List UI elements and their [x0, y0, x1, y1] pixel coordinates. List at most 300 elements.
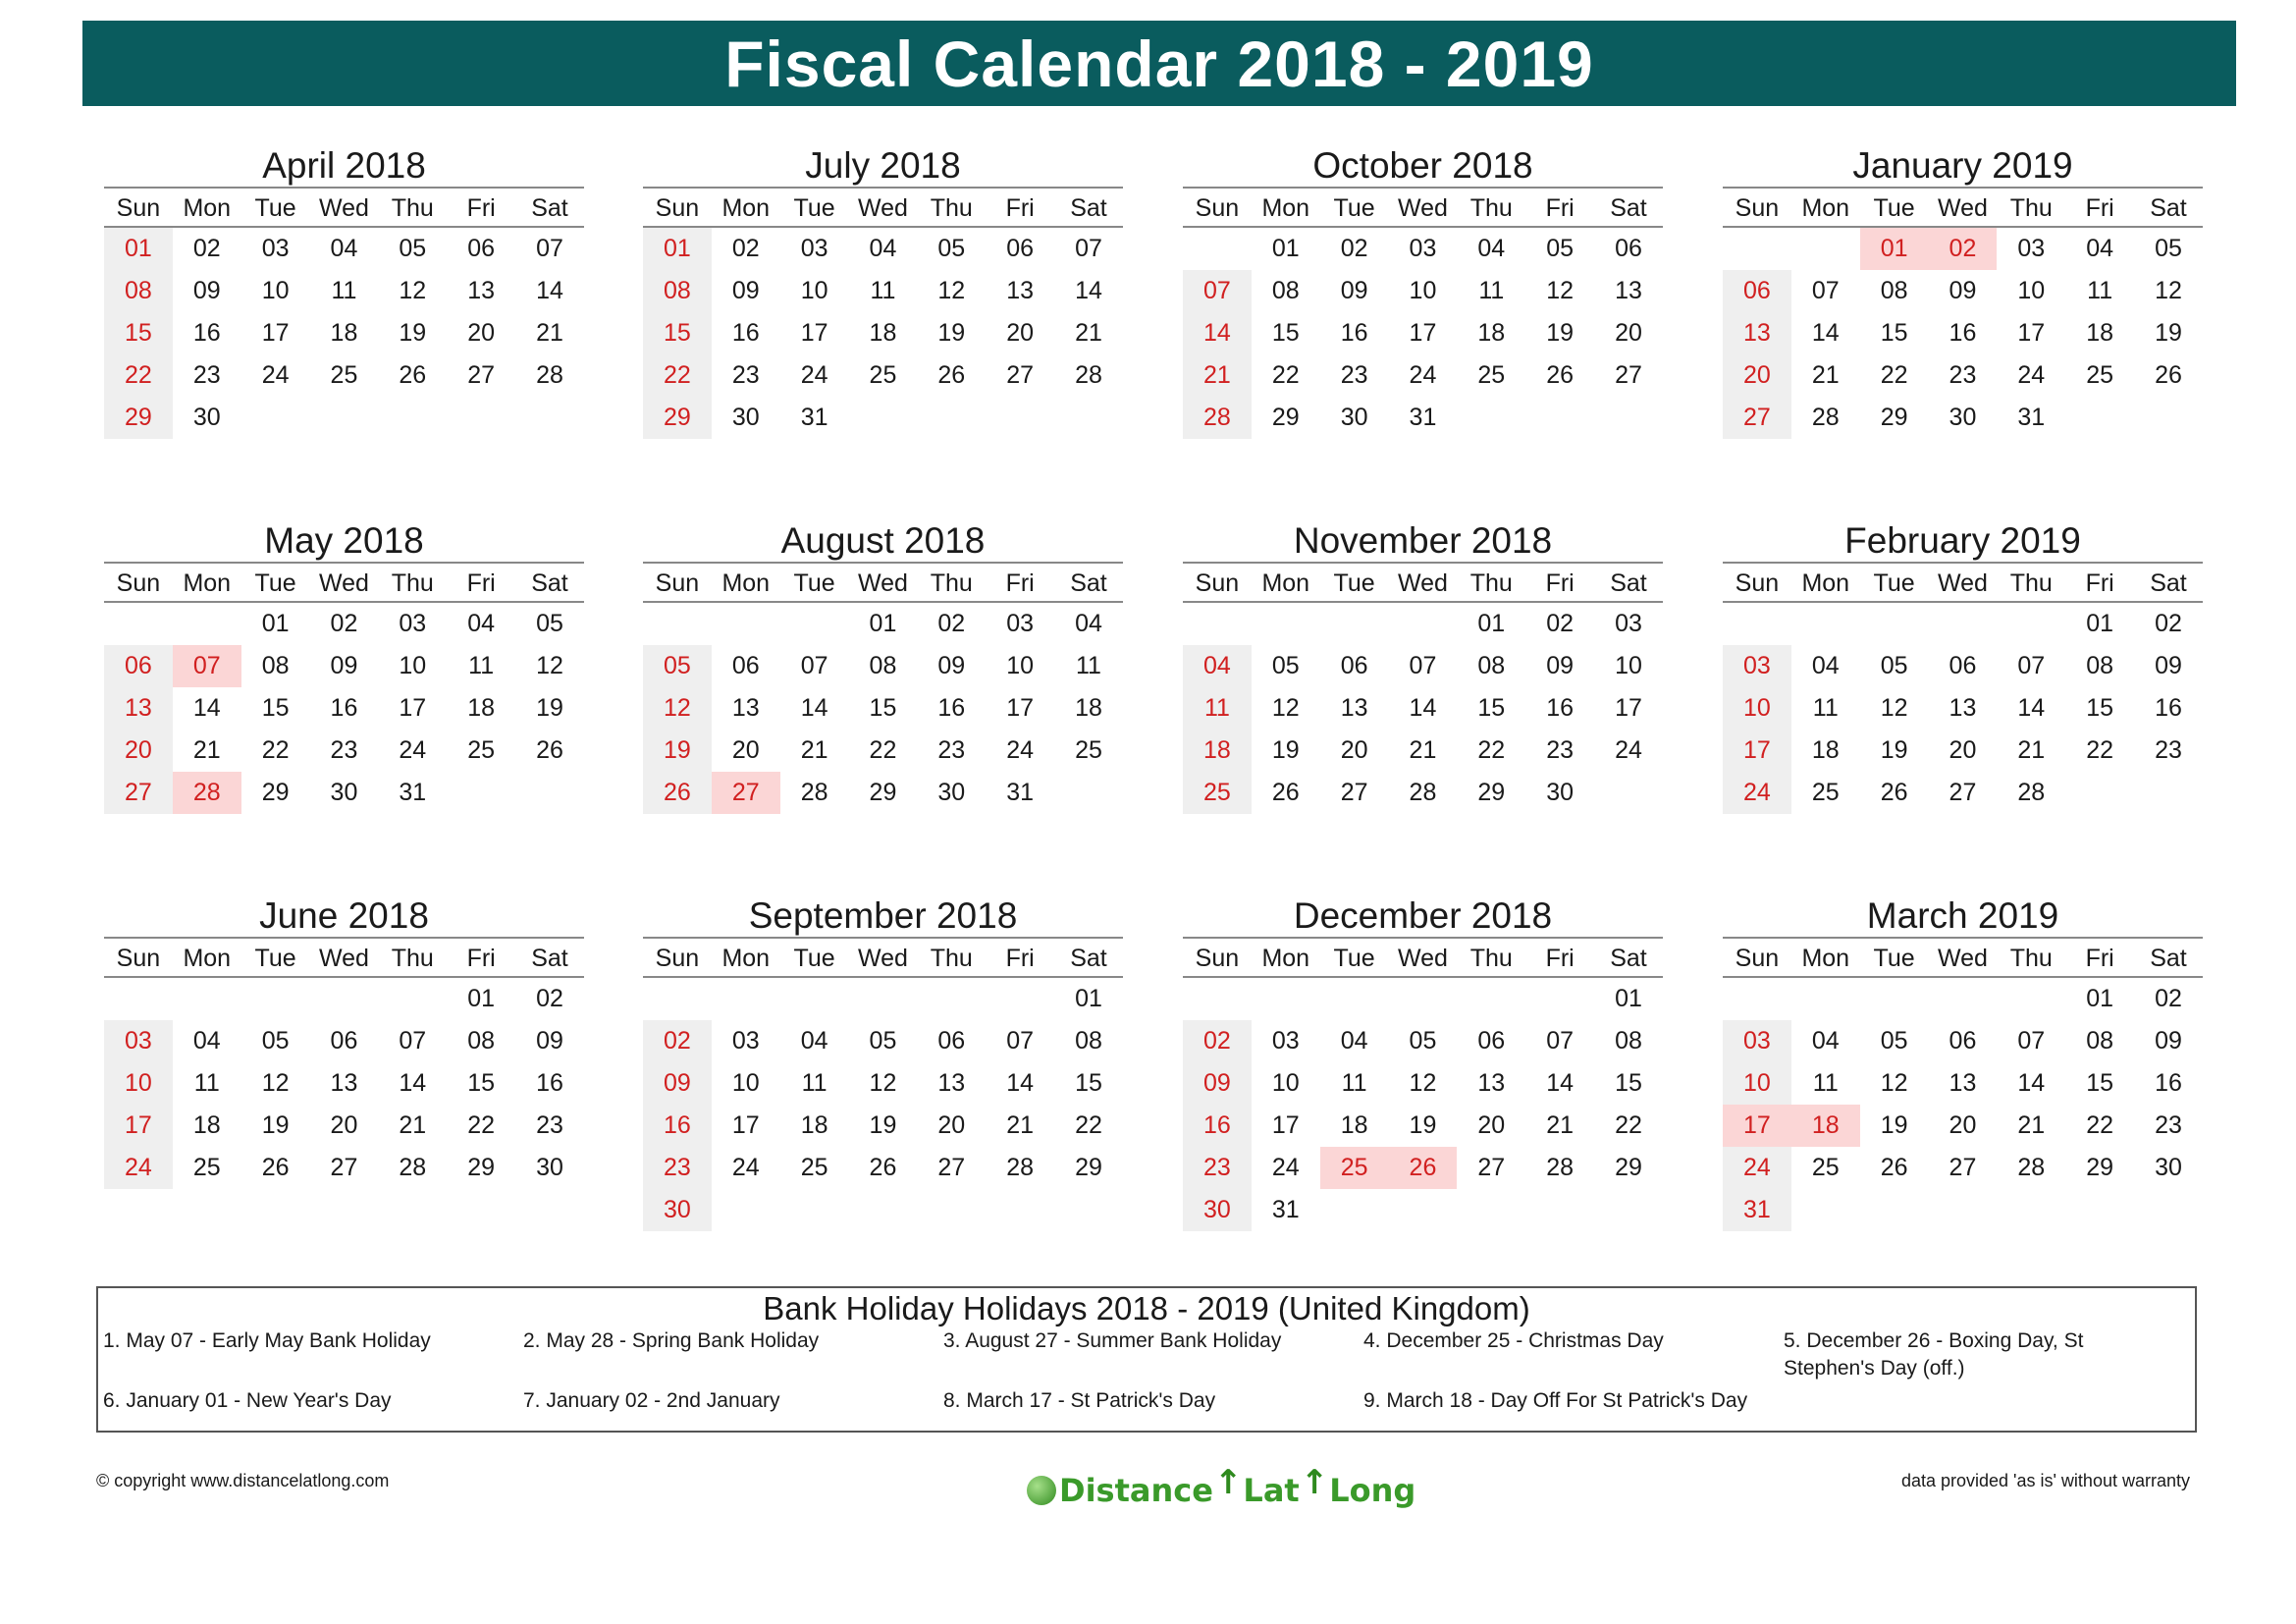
day-cell[interactable]: 26	[1880, 1154, 1908, 1181]
day-cell[interactable]: 06	[937, 1027, 966, 1055]
day-cell[interactable]: 13	[1949, 694, 1977, 722]
day-cell[interactable]: 19	[869, 1111, 897, 1139]
day-cell[interactable]: 26	[1880, 779, 1908, 806]
day-cell[interactable]: 02	[1340, 235, 1368, 262]
day-cell[interactable]: 27	[1723, 397, 1791, 439]
day-cell[interactable]: 24	[261, 361, 290, 389]
day-cell[interactable]: 31	[1006, 779, 1035, 806]
day-cell[interactable]: 15	[1271, 319, 1300, 347]
day-cell[interactable]: 14	[1409, 694, 1437, 722]
day-cell[interactable]: 18	[1340, 1111, 1368, 1139]
day-cell[interactable]: 13	[1949, 1069, 1977, 1097]
day-cell[interactable]: 26	[1546, 361, 1575, 389]
day-cell[interactable]: 08	[2086, 1027, 2114, 1055]
day-cell[interactable]: 23	[536, 1111, 563, 1139]
day-cell[interactable]: 09	[1546, 652, 1575, 679]
day-cell[interactable]: 08	[869, 652, 897, 679]
day-cell[interactable]: 19	[2155, 319, 2182, 347]
day-cell[interactable]: 09	[1949, 277, 1977, 304]
day-cell[interactable]: 01	[467, 985, 496, 1012]
day-cell[interactable]: 27	[1949, 779, 1977, 806]
day-cell[interactable]: 03	[1615, 610, 1642, 637]
day-cell[interactable]: 21	[536, 319, 563, 347]
day-cell[interactable]: 05	[2155, 235, 2182, 262]
day-cell[interactable]: 20	[1340, 736, 1368, 764]
day-cell[interactable]: 12	[399, 277, 427, 304]
day-cell[interactable]: 18	[1791, 1105, 1860, 1147]
day-cell[interactable]: 13	[1477, 1069, 1506, 1097]
day-cell[interactable]: 13	[731, 694, 760, 722]
day-cell[interactable]: 01	[104, 228, 173, 270]
day-cell[interactable]: 23	[192, 361, 221, 389]
day-cell[interactable]: 27	[467, 361, 496, 389]
day-cell[interactable]: 21	[1183, 354, 1252, 397]
day-cell[interactable]: 04	[2086, 235, 2114, 262]
day-cell[interactable]: 14	[1546, 1069, 1575, 1097]
day-cell[interactable]: 08	[643, 270, 712, 312]
day-cell[interactable]: 23	[1546, 736, 1575, 764]
day-cell[interactable]: 08	[1075, 1027, 1102, 1055]
day-cell[interactable]: 14	[1075, 277, 1102, 304]
day-cell[interactable]: 15	[1075, 1069, 1102, 1097]
day-cell[interactable]: 28	[1546, 1154, 1575, 1181]
day-cell[interactable]: 12	[869, 1069, 897, 1097]
day-cell[interactable]: 18	[467, 694, 496, 722]
day-cell[interactable]: 22	[869, 736, 897, 764]
day-cell[interactable]: 05	[1271, 652, 1300, 679]
day-cell[interactable]: 06	[1477, 1027, 1506, 1055]
day-cell[interactable]: 05	[869, 1027, 897, 1055]
day-cell[interactable]: 30	[192, 404, 221, 431]
day-cell[interactable]: 24	[731, 1154, 760, 1181]
day-cell[interactable]: 11	[1076, 652, 1101, 679]
day-cell[interactable]: 26	[1389, 1147, 1458, 1189]
day-cell[interactable]: 20	[937, 1111, 966, 1139]
day-cell[interactable]: 28	[1409, 779, 1437, 806]
day-cell[interactable]: 08	[104, 270, 173, 312]
day-cell[interactable]: 10	[1615, 652, 1642, 679]
day-cell[interactable]: 19	[536, 694, 563, 722]
day-cell[interactable]: 22	[1271, 361, 1300, 389]
day-cell[interactable]: 30	[643, 1189, 712, 1231]
day-cell[interactable]: 25	[1811, 779, 1840, 806]
day-cell[interactable]: 01	[1075, 985, 1102, 1012]
day-cell[interactable]: 30	[1949, 404, 1977, 431]
day-cell[interactable]: 01	[1615, 985, 1642, 1012]
day-cell[interactable]: 25	[1075, 736, 1102, 764]
day-cell[interactable]: 27	[330, 1154, 358, 1181]
day-cell[interactable]: 25	[1320, 1147, 1389, 1189]
day-cell[interactable]: 29	[261, 779, 290, 806]
site-logo[interactable]	[1027, 1461, 1415, 1520]
day-cell[interactable]: 30	[731, 404, 760, 431]
day-cell[interactable]: 27	[1006, 361, 1035, 389]
day-cell[interactable]: 06	[1615, 235, 1642, 262]
day-cell[interactable]: 19	[1880, 736, 1908, 764]
day-cell[interactable]: 22	[1075, 1111, 1102, 1139]
day-cell[interactable]: 21	[1409, 736, 1437, 764]
day-cell[interactable]: 20	[467, 319, 496, 347]
day-cell[interactable]: 04	[1075, 610, 1102, 637]
day-cell[interactable]: 14	[1811, 319, 1840, 347]
day-cell[interactable]: 12	[2155, 277, 2182, 304]
day-cell[interactable]: 07	[2017, 652, 2046, 679]
day-cell[interactable]: 09	[330, 652, 358, 679]
day-cell[interactable]: 18	[192, 1111, 221, 1139]
day-cell[interactable]: 07	[399, 1027, 427, 1055]
day-cell[interactable]: 02	[2155, 610, 2182, 637]
day-cell[interactable]: 06	[1340, 652, 1368, 679]
day-cell[interactable]: 05	[399, 235, 427, 262]
day-cell[interactable]: 28	[1183, 397, 1252, 439]
day-cell[interactable]: 22	[467, 1111, 496, 1139]
day-cell[interactable]: 22	[1615, 1111, 1642, 1139]
day-cell[interactable]: 07	[1183, 270, 1252, 312]
day-cell[interactable]: 18	[1477, 319, 1506, 347]
day-cell[interactable]: 19	[261, 1111, 290, 1139]
day-cell[interactable]: 26	[869, 1154, 897, 1181]
day-cell[interactable]: 06	[467, 235, 496, 262]
day-cell[interactable]: 04	[467, 610, 496, 637]
day-cell[interactable]: 07	[1075, 235, 1102, 262]
day-cell[interactable]: 24	[1723, 772, 1791, 814]
day-cell[interactable]: 17	[261, 319, 290, 347]
day-cell[interactable]: 14	[1183, 312, 1252, 354]
day-cell[interactable]: 28	[1006, 1154, 1035, 1181]
day-cell[interactable]: 21	[800, 736, 828, 764]
day-cell[interactable]: 06	[1949, 652, 1977, 679]
day-cell[interactable]: 05	[1880, 1027, 1908, 1055]
day-cell[interactable]: 02	[937, 610, 966, 637]
day-cell[interactable]: 31	[1723, 1189, 1791, 1231]
day-cell[interactable]: 12	[1546, 277, 1575, 304]
day-cell[interactable]: 20	[1477, 1111, 1506, 1139]
day-cell[interactable]: 14	[800, 694, 828, 722]
day-cell[interactable]: 16	[937, 694, 966, 722]
day-cell[interactable]: 26	[261, 1154, 290, 1181]
day-cell[interactable]: 15	[467, 1069, 496, 1097]
day-cell[interactable]: 29	[1075, 1154, 1102, 1181]
day-cell[interactable]: 16	[731, 319, 760, 347]
day-cell[interactable]: 16	[1546, 694, 1575, 722]
day-cell[interactable]: 24	[399, 736, 427, 764]
day-cell[interactable]: 22	[261, 736, 290, 764]
day-cell[interactable]: 16	[536, 1069, 563, 1097]
day-cell[interactable]: 13	[104, 687, 173, 730]
day-cell[interactable]: 15	[261, 694, 290, 722]
day-cell[interactable]: 09	[937, 652, 966, 679]
day-cell[interactable]: 10	[399, 652, 427, 679]
day-cell[interactable]: 01	[2086, 985, 2114, 1012]
day-cell[interactable]: 13	[937, 1069, 966, 1097]
day-cell[interactable]: 07	[1546, 1027, 1575, 1055]
day-cell[interactable]: 11	[1812, 1069, 1839, 1097]
day-cell[interactable]: 26	[1271, 779, 1300, 806]
day-cell[interactable]: 25	[1477, 361, 1506, 389]
day-cell[interactable]: 22	[2086, 736, 2114, 764]
day-cell[interactable]: 08	[467, 1027, 496, 1055]
day-cell[interactable]: 19	[399, 319, 427, 347]
day-cell[interactable]: 25	[2086, 361, 2114, 389]
day-cell[interactable]: 29	[1615, 1154, 1642, 1181]
day-cell[interactable]: 14	[2017, 694, 2046, 722]
day-cell[interactable]: 10	[1006, 652, 1035, 679]
day-cell[interactable]: 02	[1183, 1020, 1252, 1062]
day-cell[interactable]: 06	[1723, 270, 1791, 312]
day-cell[interactable]: 17	[1723, 730, 1791, 772]
day-cell[interactable]: 17	[2017, 319, 2046, 347]
day-cell[interactable]: 20	[731, 736, 760, 764]
day-cell[interactable]: 30	[1340, 404, 1368, 431]
day-cell[interactable]: 20	[104, 730, 173, 772]
day-cell[interactable]: 15	[643, 312, 712, 354]
day-cell[interactable]: 16	[643, 1105, 712, 1147]
day-cell[interactable]: 19	[1271, 736, 1300, 764]
day-cell[interactable]: 07	[1006, 1027, 1035, 1055]
day-cell[interactable]: 06	[1006, 235, 1035, 262]
day-cell[interactable]: 12	[1880, 694, 1908, 722]
day-cell[interactable]: 11	[331, 277, 357, 304]
day-cell[interactable]: 18	[800, 1111, 828, 1139]
day-cell[interactable]: 26	[2155, 361, 2182, 389]
day-cell[interactable]: 23	[1183, 1147, 1252, 1189]
day-cell[interactable]: 24	[1409, 361, 1437, 389]
day-cell[interactable]: 13	[1006, 277, 1035, 304]
day-cell[interactable]: 30	[2155, 1154, 2182, 1181]
day-cell[interactable]: 04	[1811, 1027, 1840, 1055]
day-cell[interactable]: 04	[1183, 645, 1252, 687]
day-cell[interactable]: 21	[1811, 361, 1840, 389]
day-cell[interactable]: 11	[870, 277, 896, 304]
day-cell[interactable]: 03	[104, 1020, 173, 1062]
day-cell[interactable]: 16	[2155, 694, 2182, 722]
day-cell[interactable]: 25	[800, 1154, 828, 1181]
day-cell[interactable]: 12	[1409, 1069, 1437, 1097]
day-cell[interactable]: 15	[1615, 1069, 1642, 1097]
day-cell[interactable]: 08	[1880, 277, 1908, 304]
day-cell[interactable]: 04	[800, 1027, 828, 1055]
day-cell[interactable]: 31	[399, 779, 427, 806]
day-cell[interactable]: 10	[1409, 277, 1437, 304]
day-cell[interactable]: 08	[1271, 277, 1300, 304]
day-cell[interactable]: 17	[1271, 1111, 1300, 1139]
day-cell[interactable]: 04	[1477, 235, 1506, 262]
day-cell[interactable]: 14	[399, 1069, 427, 1097]
day-cell[interactable]: 29	[104, 397, 173, 439]
day-cell[interactable]: 31	[1271, 1196, 1300, 1223]
day-cell[interactable]: 19	[1546, 319, 1575, 347]
day-cell[interactable]: 11	[1812, 694, 1839, 722]
day-cell[interactable]: 11	[468, 652, 495, 679]
day-cell[interactable]: 05	[536, 610, 563, 637]
day-cell[interactable]: 25	[869, 361, 897, 389]
day-cell[interactable]: 22	[643, 354, 712, 397]
day-cell[interactable]: 01	[2086, 610, 2114, 637]
day-cell[interactable]: 17	[1615, 694, 1642, 722]
day-cell[interactable]: 09	[1340, 277, 1368, 304]
day-cell[interactable]: 21	[1075, 319, 1102, 347]
day-cell[interactable]: 02	[643, 1020, 712, 1062]
day-cell[interactable]: 24	[104, 1147, 173, 1189]
day-cell[interactable]: 01	[869, 610, 897, 637]
day-cell[interactable]: 11	[2087, 277, 2113, 304]
day-cell[interactable]: 12	[1880, 1069, 1908, 1097]
day-cell[interactable]: 26	[399, 361, 427, 389]
day-cell[interactable]: 15	[869, 694, 897, 722]
day-cell[interactable]: 24	[2017, 361, 2046, 389]
day-cell[interactable]: 04	[1811, 652, 1840, 679]
day-cell[interactable]: 28	[2017, 1154, 2046, 1181]
day-cell[interactable]: 17	[1723, 1105, 1791, 1147]
day-cell[interactable]: 08	[1615, 1027, 1642, 1055]
day-cell[interactable]: 30	[330, 779, 358, 806]
day-cell[interactable]: 25	[192, 1154, 221, 1181]
day-cell[interactable]: 07	[536, 235, 563, 262]
day-cell[interactable]: 09	[643, 1062, 712, 1105]
day-cell[interactable]: 12	[261, 1069, 290, 1097]
day-cell[interactable]: 17	[399, 694, 427, 722]
day-cell[interactable]: 02	[192, 235, 221, 262]
day-cell[interactable]: 09	[536, 1027, 563, 1055]
day-cell[interactable]: 24	[1006, 736, 1035, 764]
day-cell[interactable]: 21	[2017, 736, 2046, 764]
day-cell[interactable]: 19	[1409, 1111, 1437, 1139]
day-cell[interactable]: 20	[1949, 1111, 1977, 1139]
day-cell[interactable]: 02	[1929, 228, 1998, 270]
day-cell[interactable]: 23	[643, 1147, 712, 1189]
day-cell[interactable]: 16	[1183, 1105, 1252, 1147]
day-cell[interactable]: 14	[192, 694, 221, 722]
day-cell[interactable]: 29	[467, 1154, 496, 1181]
day-cell[interactable]: 15	[104, 312, 173, 354]
day-cell[interactable]: 16	[1340, 319, 1368, 347]
day-cell[interactable]: 04	[1340, 1027, 1368, 1055]
day-cell[interactable]: 27	[937, 1154, 966, 1181]
day-cell[interactable]: 28	[2017, 779, 2046, 806]
day-cell[interactable]: 09	[192, 277, 221, 304]
day-cell[interactable]: 13	[330, 1069, 358, 1097]
day-cell[interactable]: 30	[937, 779, 966, 806]
day-cell[interactable]: 01	[643, 228, 712, 270]
day-cell[interactable]: 23	[1949, 361, 1977, 389]
day-cell[interactable]: 06	[1949, 1027, 1977, 1055]
day-cell[interactable]: 14	[2017, 1069, 2046, 1097]
day-cell[interactable]: 25	[1811, 1154, 1840, 1181]
day-cell[interactable]: 04	[330, 235, 358, 262]
day-cell[interactable]: 10	[800, 277, 828, 304]
day-cell[interactable]: 24	[1723, 1147, 1791, 1189]
day-cell[interactable]: 13	[1615, 277, 1642, 304]
day-cell[interactable]: 04	[192, 1027, 221, 1055]
day-cell[interactable]: 15	[1880, 319, 1908, 347]
day-cell[interactable]: 12	[643, 687, 712, 730]
day-cell[interactable]: 25	[467, 736, 496, 764]
day-cell[interactable]: 22	[2086, 1111, 2114, 1139]
day-cell[interactable]: 06	[731, 652, 760, 679]
day-cell[interactable]: 31	[2017, 404, 2046, 431]
day-cell[interactable]: 24	[800, 361, 828, 389]
day-cell[interactable]: 16	[330, 694, 358, 722]
day-cell[interactable]: 23	[1340, 361, 1368, 389]
day-cell[interactable]: 14	[1006, 1069, 1035, 1097]
day-cell[interactable]: 17	[1409, 319, 1437, 347]
day-cell[interactable]: 03	[1723, 645, 1791, 687]
day-cell[interactable]: 03	[731, 1027, 760, 1055]
day-cell[interactable]: 27	[1340, 779, 1368, 806]
day-cell[interactable]: 03	[1271, 1027, 1300, 1055]
day-cell[interactable]: 22	[1880, 361, 1908, 389]
day-cell[interactable]: 05	[1409, 1027, 1437, 1055]
day-cell[interactable]: 12	[1271, 694, 1300, 722]
day-cell[interactable]: 20	[1723, 354, 1791, 397]
day-cell[interactable]: 15	[1477, 694, 1506, 722]
day-cell[interactable]: 20	[1949, 736, 1977, 764]
day-cell[interactable]: 27	[712, 772, 780, 814]
day-cell[interactable]: 28	[1811, 404, 1840, 431]
day-cell[interactable]: 07	[800, 652, 828, 679]
day-cell[interactable]: 30	[1546, 779, 1575, 806]
day-cell[interactable]: 28	[1075, 361, 1102, 389]
day-cell[interactable]: 02	[536, 985, 563, 1012]
day-cell[interactable]: 10	[2017, 277, 2046, 304]
day-cell[interactable]: 23	[731, 361, 760, 389]
day-cell[interactable]: 11	[1341, 1069, 1367, 1097]
day-cell[interactable]: 29	[1477, 779, 1506, 806]
day-cell[interactable]: 28	[173, 772, 241, 814]
day-cell[interactable]: 27	[1949, 1154, 1977, 1181]
day-cell[interactable]: 23	[2155, 1111, 2182, 1139]
day-cell[interactable]: 04	[869, 235, 897, 262]
day-cell[interactable]: 01	[1860, 228, 1929, 270]
day-cell[interactable]: 07	[1409, 652, 1437, 679]
day-cell[interactable]: 10	[731, 1069, 760, 1097]
day-cell[interactable]: 11	[1183, 687, 1252, 730]
day-cell[interactable]: 18	[1075, 694, 1102, 722]
day-cell[interactable]: 15	[2086, 694, 2114, 722]
day-cell[interactable]: 08	[2086, 652, 2114, 679]
day-cell[interactable]: 10	[261, 277, 290, 304]
day-cell[interactable]: 10	[104, 1062, 173, 1105]
day-cell[interactable]: 02	[330, 610, 358, 637]
day-cell[interactable]: 18	[1811, 736, 1840, 764]
day-cell[interactable]: 08	[1477, 652, 1506, 679]
day-cell[interactable]: 05	[1880, 652, 1908, 679]
day-cell[interactable]: 21	[1546, 1111, 1575, 1139]
day-cell[interactable]: 27	[104, 772, 173, 814]
day-cell[interactable]: 09	[1183, 1062, 1252, 1105]
day-cell[interactable]: 29	[1271, 404, 1300, 431]
day-cell[interactable]: 12	[937, 277, 966, 304]
day-cell[interactable]: 13	[467, 277, 496, 304]
day-cell[interactable]: 21	[1006, 1111, 1035, 1139]
day-cell[interactable]: 24	[1271, 1154, 1300, 1181]
day-cell[interactable]: 05	[643, 645, 712, 687]
day-cell[interactable]: 10	[1723, 687, 1791, 730]
day-cell[interactable]: 30	[536, 1154, 563, 1181]
day-cell[interactable]: 18	[869, 319, 897, 347]
day-cell[interactable]: 05	[1546, 235, 1575, 262]
day-cell[interactable]: 11	[193, 1069, 220, 1097]
day-cell[interactable]: 12	[536, 652, 563, 679]
day-cell[interactable]: 29	[1880, 404, 1908, 431]
day-cell[interactable]: 02	[731, 235, 760, 262]
day-cell[interactable]: 17	[1006, 694, 1035, 722]
day-cell[interactable]: 05	[937, 235, 966, 262]
day-cell[interactable]: 25	[330, 361, 358, 389]
day-cell[interactable]: 16	[2155, 1069, 2182, 1097]
day-cell[interactable]: 24	[1615, 736, 1642, 764]
day-cell[interactable]: 23	[2155, 736, 2182, 764]
